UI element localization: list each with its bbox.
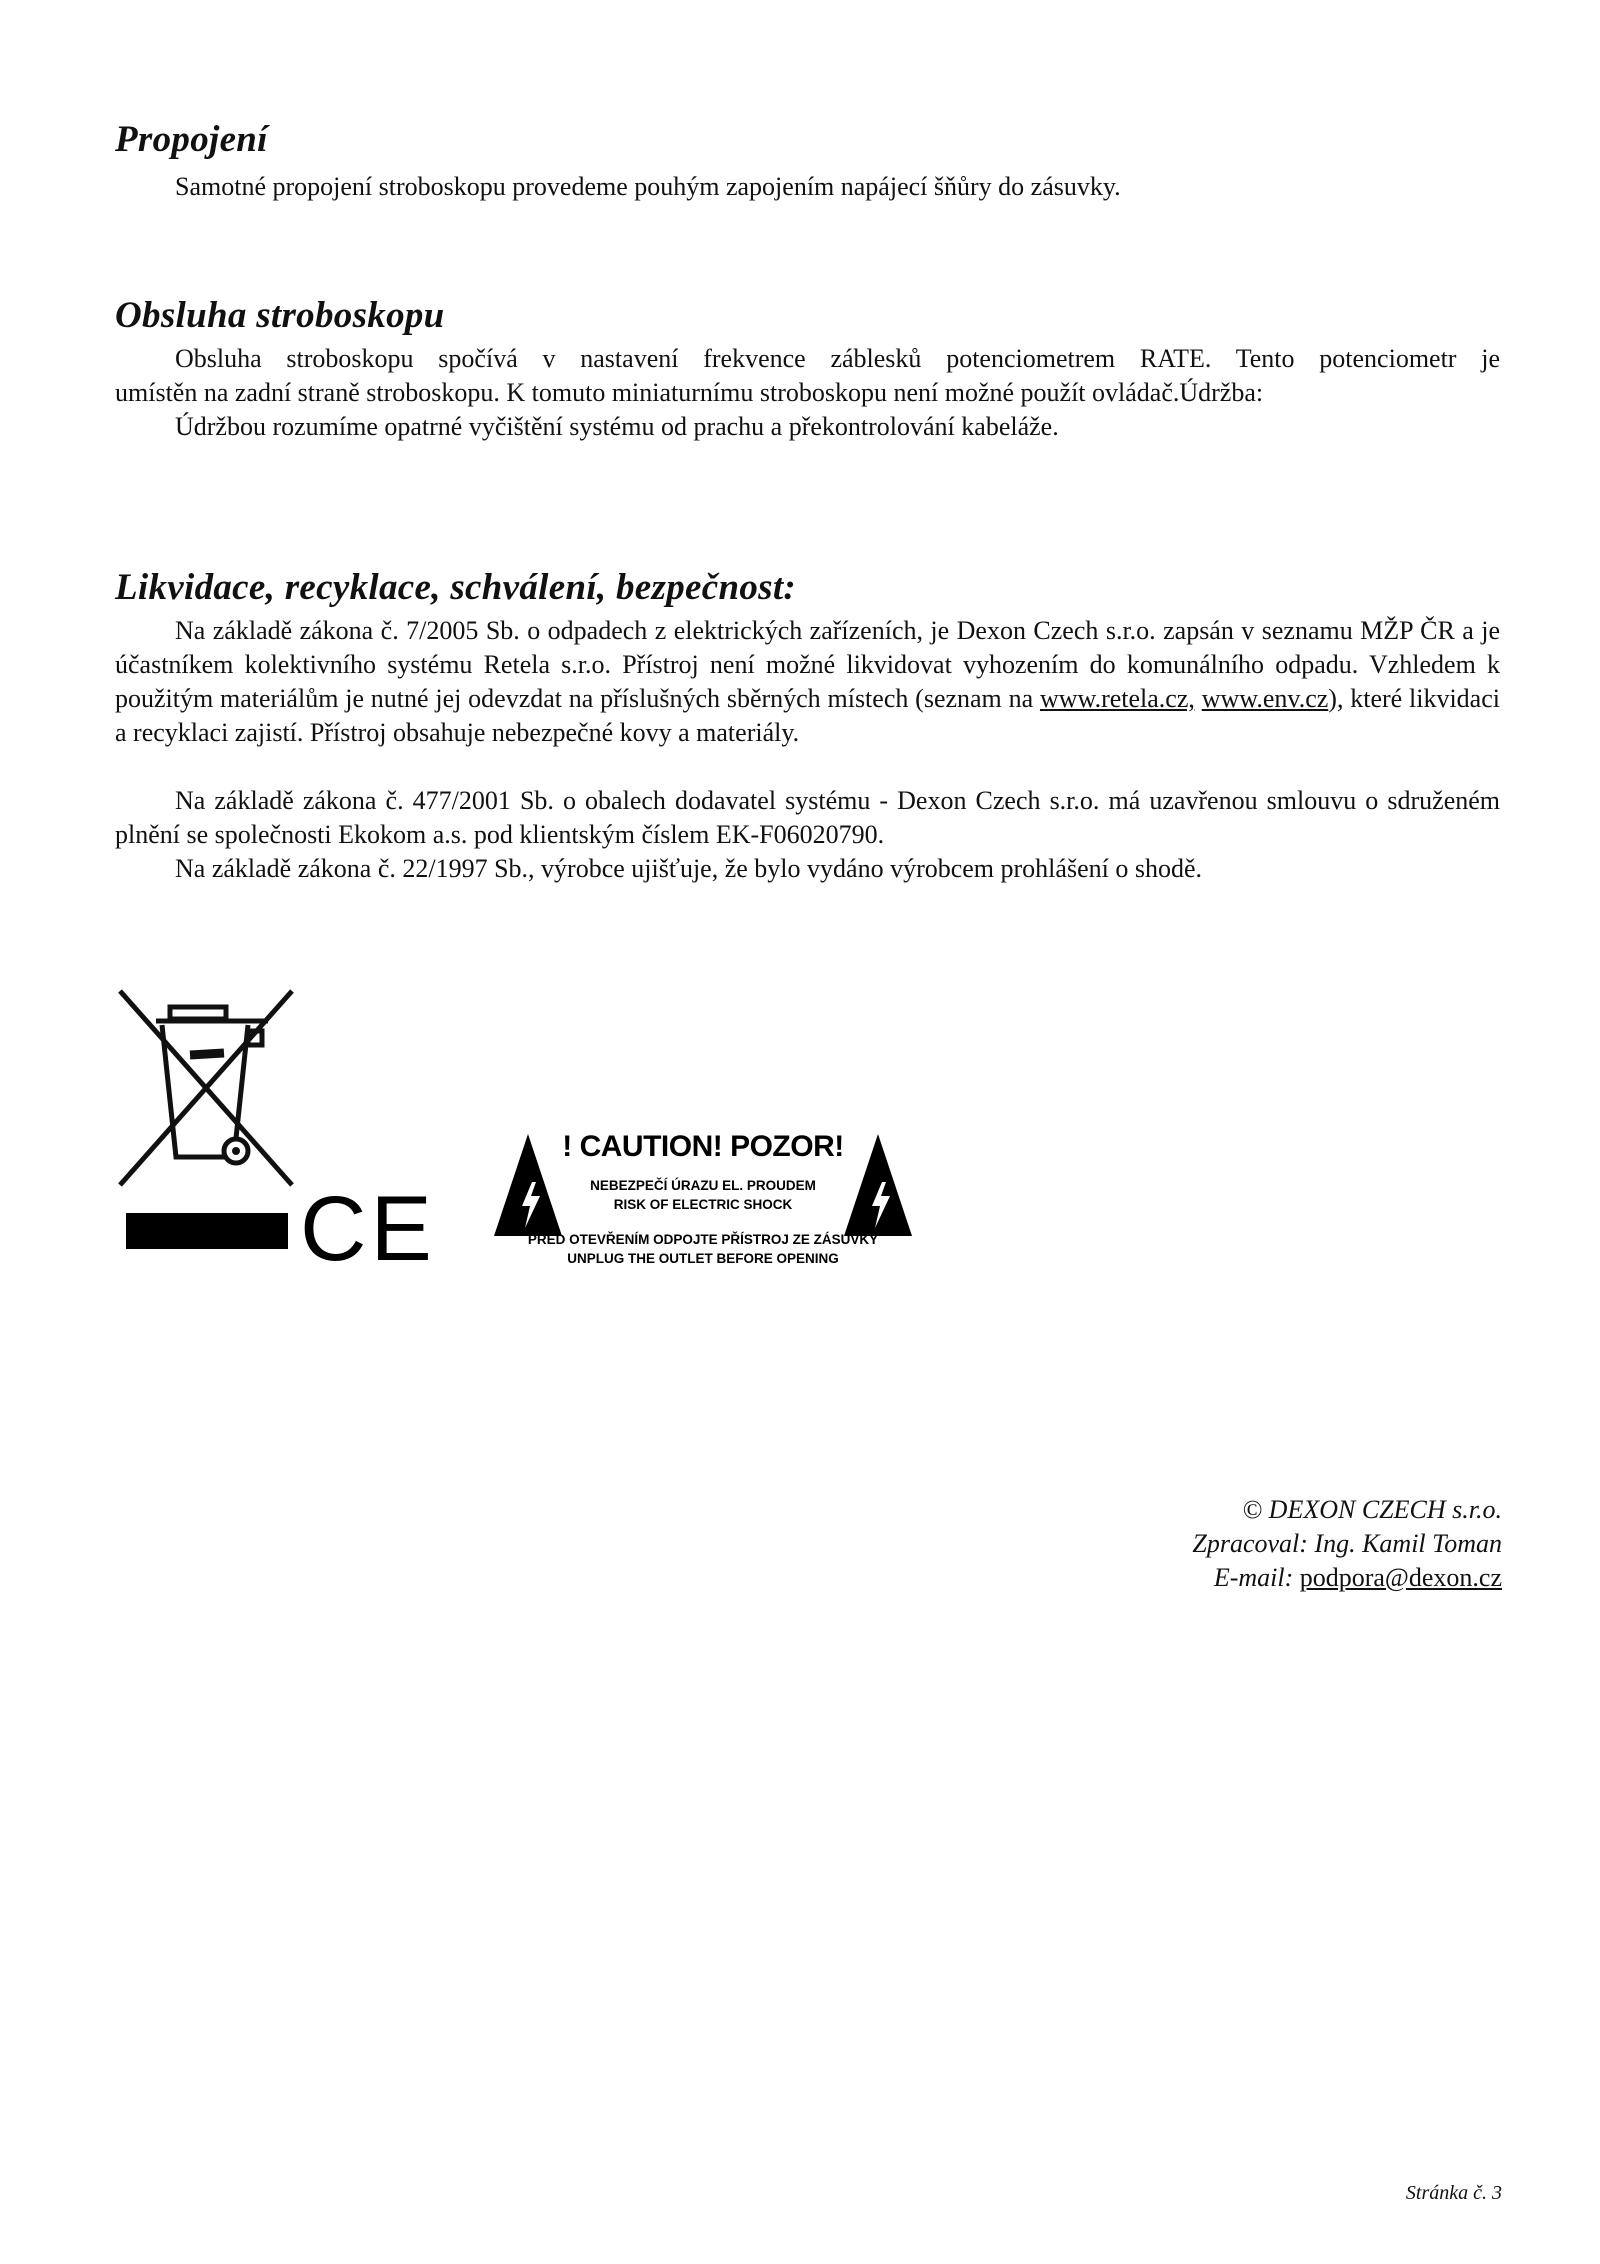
caution-label xyxy=(488,1120,918,1280)
footer-contact xyxy=(1192,1493,1502,1595)
propojeni-text: Samotné propojení stroboskopu provedeme pouhým zapojením napájecí šňůry do zásuvky. xyxy=(175,172,1121,201)
heading-propojeni: Propojení xyxy=(115,119,268,160)
caution-line-3: PŘED OTEVŘENÍM ODPOJTE PŘÍSTROJ ZE ZÁSUVKY xyxy=(527,1232,879,1247)
caution-line-4: UNPLUG THE OUTLET BEFORE OPENING xyxy=(567,1251,839,1266)
page-number: Stránka č. 3 xyxy=(1405,2182,1502,2204)
link-env[interactable]: www.env.cz xyxy=(1201,684,1329,713)
footer-company: © DEXON CZECH s.r.o. xyxy=(1242,1495,1502,1524)
footer-email-line: E-mail: podpora@dexon.cz xyxy=(1213,1563,1502,1592)
caution-line-1: NEBEZPEČÍ ÚRAZU EL. PROUDEM xyxy=(590,1178,816,1193)
footer-author: Zpracoval: Ing. Kamil Toman xyxy=(1192,1529,1502,1558)
heading-likvidace: Likvidace, recyklace, schválení, bezpečnost: xyxy=(115,567,797,608)
email-link[interactable]: podpora@dexon.cz xyxy=(1299,1563,1502,1592)
caution-line-2: RISK OF ELECTRIC SHOCK xyxy=(613,1197,793,1212)
likvidace-paragraph-2: Na základě zákona č. 477/2001 Sb. o obalech dodavatel systému - Dexon Czech s.r.o. má uzavřenou smlouvu o sdruženém plnění se společnosti Ekokom a.s. pod klientským číslem EK-F06020790. xyxy=(115,786,1500,849)
obsluha-text: Obsluha stroboskopu spočívá v nastavení frekvence záblesků potenciometrem RATE. Tento potenciometr je umístěn na zadní straně stroboskopu. K tomuto miniaturnímu stroboskopu není možné použít ovládač.Údržba: Údržbou rozumíme opatrné vyčištění systému od prachu a překontrolování kabeláže. xyxy=(115,344,1500,441)
svg-text:CE: CE xyxy=(300,1178,436,1280)
likvidace-paragraph-3: Na základě zákona č. 22/1997 Sb., výrobce ujišťuje, že bylo vydáno výrobcem prohlášení o shodě. xyxy=(175,854,1202,883)
link-retela[interactable]: www.retela.cz, xyxy=(1039,684,1195,713)
caution-headline: ! CAUTION! POZOR! xyxy=(562,1130,844,1163)
heading-obsluha: Obsluha stroboskopu xyxy=(115,295,445,336)
weee-bin-icon xyxy=(112,985,302,1270)
likvidace-paragraph-1: Na základě zákona č. 7/2005 Sb. o odpadech z elektrických zařízeních, je Dexon Czech s.r.o. zapsán v seznamu MŽP ČR a je účastníkem kolektivního systému Retela s.r.o. Přístroj není možné likvidovat vyhozením do komunálního odpadu. Vzhledem k použitým materiálům je nutné jej odevzdat na příslušných sběrných místech (seznam na www.retela.cz, www.env.cz), které likvidaci a recyklaci zajistí. Přístroj obsahuje nebezpečné kovy a materiály. xyxy=(115,616,1500,747)
ce-mark-icon xyxy=(300,1178,436,1280)
